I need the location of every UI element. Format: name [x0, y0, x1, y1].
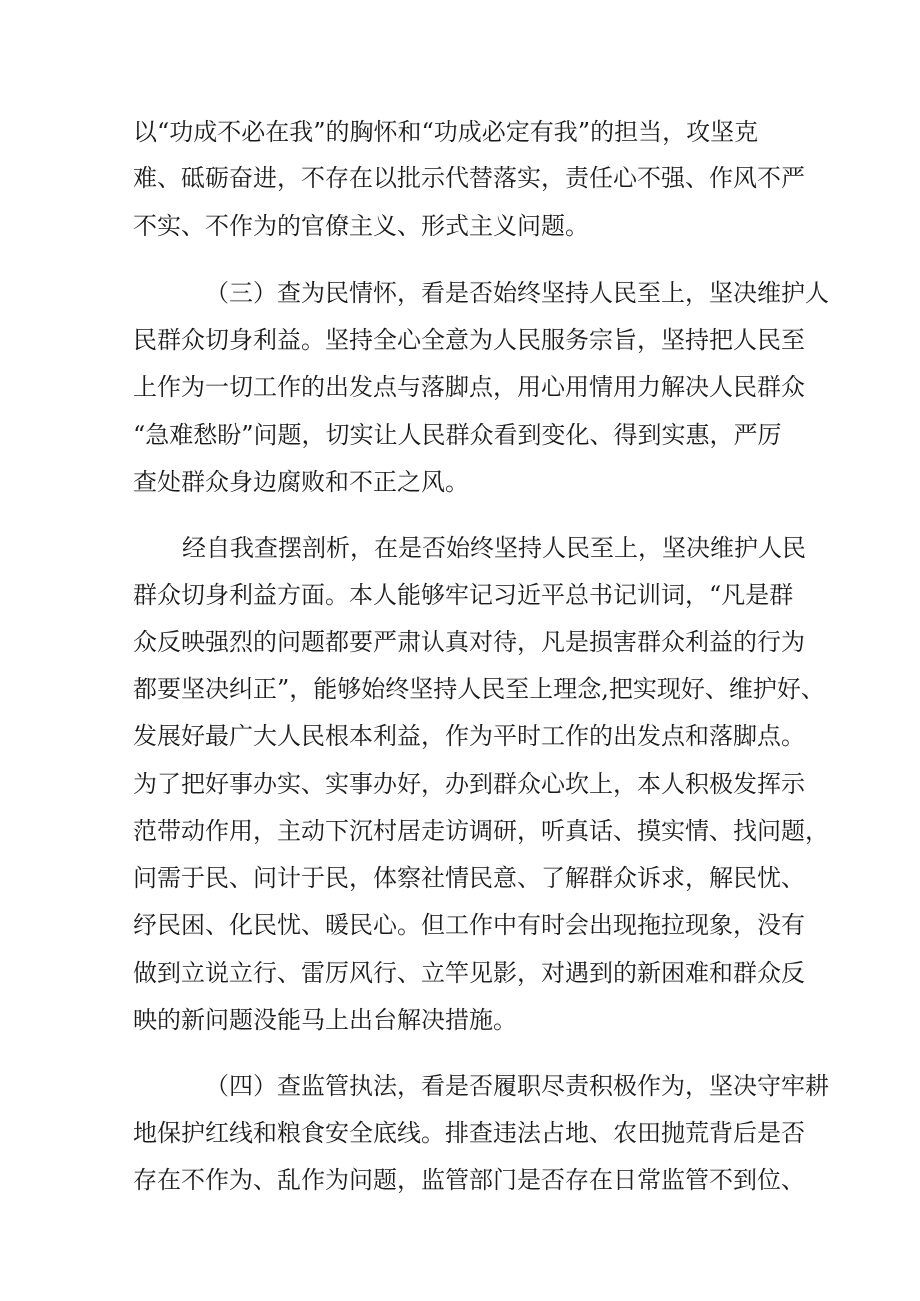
text-line: 纾民困、化民忧、暖民心。但工作中有时会出现拖拉现象，没有	[133, 911, 805, 939]
text-line: 范带动作用，主动下沉村居走访调研，听真话、摸实情、找问题，	[133, 817, 829, 845]
text-line: 难、砥砺奋进，不存在以批示代替落实，责任心不强、作风不严	[133, 164, 805, 192]
text-line: 民群众切身利益。坚持全心全意为人民服务宗旨，坚持把人民至	[133, 326, 805, 354]
text-line: 众反映强烈的问题都要严肃认真对待，凡是损害群众利益的行为	[133, 628, 805, 656]
text-line: 群众切身利益方面。本人能够牢记习近平总书记训词，“凡是群	[133, 581, 794, 609]
text-line: 查处群众身边腐败和不正之风。	[133, 468, 469, 496]
text-line: 都要坚决纠正”，能够始终坚持人民至上理念,把实现好、维护好、	[133, 675, 825, 703]
text-line: 为了把好事办实、实事办好，办到群众心坎上，本人积极发挥示	[133, 770, 805, 798]
text-line: 以“功成不必在我”的胸怀和“功成必定有我”的担当，攻坚克	[133, 118, 759, 146]
text-line: 发展好最广大人民根本利益，作为平时工作的出发点和落脚点。	[133, 722, 805, 750]
text-line: 问需于民、问计于民，体察社情民意、了解群众诉求，解民忧、	[133, 864, 805, 892]
text-line: （四）查监管执法，看是否履职尽责积极作为，坚决守牢耕	[205, 1072, 829, 1100]
text-line: 做到立说立行、雷厉风行、立竿见影，对遇到的新困难和群众反	[133, 959, 805, 987]
text-line: 不实、不作为的官僚主义、形式主义问题。	[133, 212, 589, 240]
text-line: “急难愁盼”问题，切实让人民群众看到变化、得到实惠，严厉	[133, 421, 782, 449]
text-line: （三）查为民情怀，看是否始终坚持人民至上，坚决维护人	[205, 279, 829, 307]
text-line: 经自我查摆剖析，在是否始终坚持人民至上，坚决维护人民	[182, 534, 806, 562]
text-line: 存在不作为、乱作为问题，监管部门是否存在日常监管不到位、	[133, 1166, 805, 1194]
text-line: 上作为一切工作的出发点与落脚点，用心用情用力解决人民群众	[133, 373, 805, 401]
text-line: 映的新问题没能马上出台解决措施。	[133, 1006, 517, 1034]
text-line: 地保护红线和粮食安全底线。排查违法占地、农田抛荒背后是否	[133, 1119, 805, 1147]
